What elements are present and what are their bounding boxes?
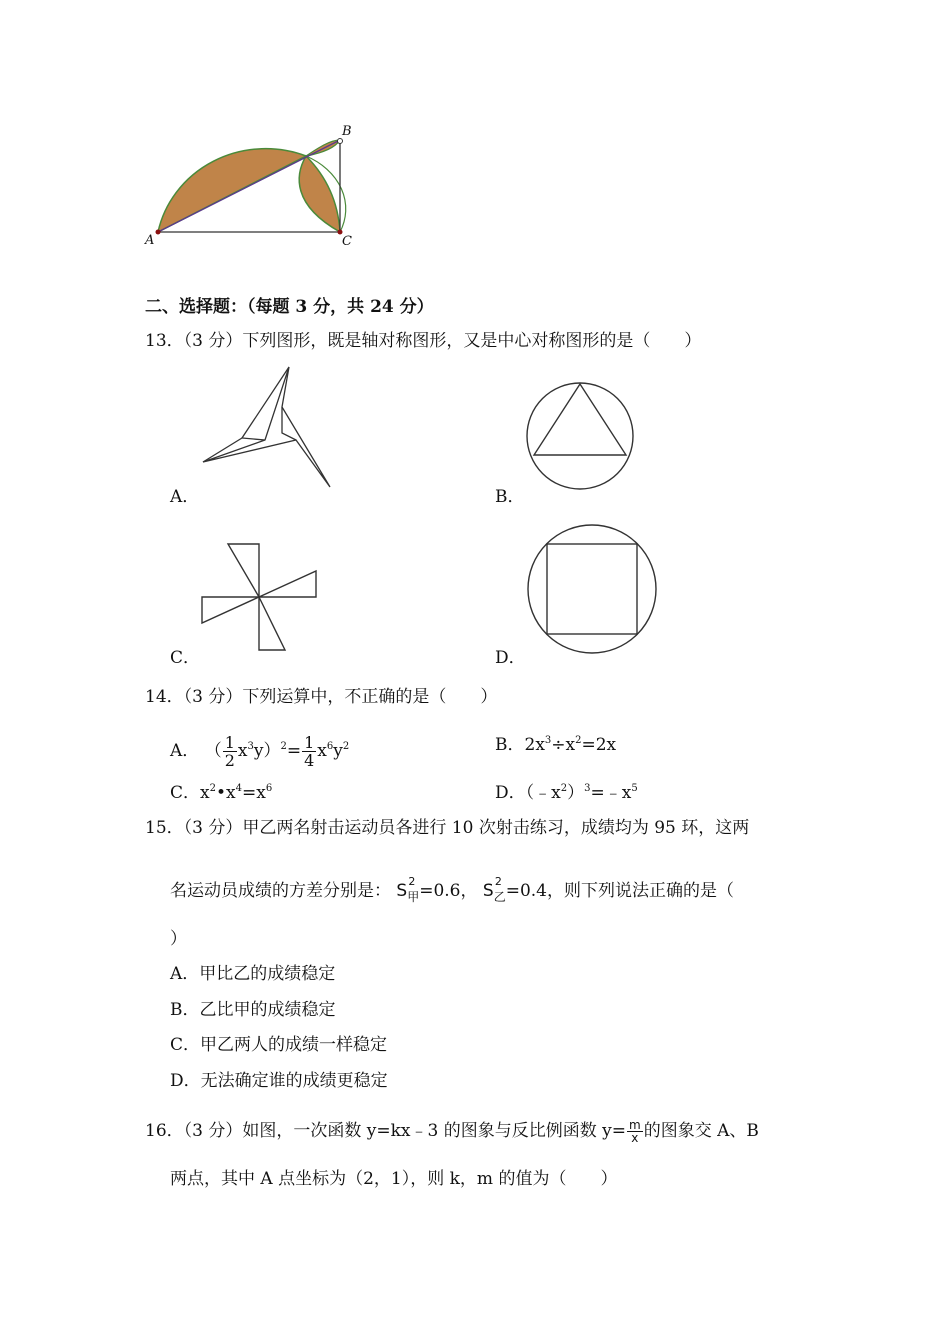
q14-option-d[interactable]: D．$(﹣x^2)^3=﹣x^5$ — [495, 783, 638, 803]
q14-text: 下列运算中，不正确的是（ ） — [242, 687, 498, 707]
q13-option-c[interactable]: C． — [170, 648, 201, 668]
q15-number: 15． — [145, 818, 184, 838]
q14-number: 14． — [145, 687, 184, 707]
variance-yi: S 2 $_乙$ — [482, 875, 506, 904]
q13-option-d[interactable]: D． — [495, 648, 526, 668]
section-heading: 二、选择题：（每题 3 分，共 24 分） — [145, 297, 434, 317]
q14-option-b[interactable]: B．$2x^3\div x^2=2x$ — [495, 735, 617, 755]
q15-line1: 15．（3 分）甲乙两名射击运动员各进行 10 次射击练习，成绩均为 95 环，这两 — [145, 818, 750, 838]
q15-option-a[interactable]: A．甲比乙的成绩稳定 — [170, 964, 336, 984]
q15-score: （3 分） — [183, 818, 243, 838]
variance-jia: S 2 $_甲$ — [396, 875, 420, 904]
q15-option-c[interactable]: C．甲乙两人的成绩一样稳定 — [170, 1035, 388, 1055]
q14-option-a[interactable]: A． （ $\frac{1}{2}$ $x^3y)^2=$ $\frac{1}{4}$ $x^6y^2$ — [170, 733, 350, 770]
label-a: A — [145, 233, 155, 248]
q14-option-c[interactable]: C．$x^2•x^4=x^6$ — [170, 783, 273, 803]
q15-option-d[interactable]: D．无法确定谁的成绩更稳定 — [170, 1071, 388, 1091]
q15-line2: 名运动员成绩的方差分别是： S 2 $_甲$=0.6， S 2 $_乙$=0.4，则下列说法正确的是（ — [170, 875, 734, 904]
q13-option-b[interactable]: B． — [495, 487, 525, 507]
q16-line2: 两点，其中 A 点坐标为（2，1），则 k，m 的值为（ ） — [170, 1169, 618, 1189]
q14-stem — [145, 686, 497, 708]
q15-line3: ） — [170, 929, 187, 949]
q13-number: 13． — [145, 331, 184, 351]
q14-score: （3 分） — [183, 687, 243, 707]
q16-score: （3 分） — [183, 1121, 243, 1141]
label-b: B — [342, 124, 352, 139]
q13-text: 下列图形，既是轴对称图形，又是中心对称图形的是（ ） — [242, 331, 702, 351]
q16-number: 16． — [145, 1121, 184, 1141]
q13-score: （3 分） — [183, 331, 243, 351]
q13-option-a[interactable]: A． — [170, 487, 200, 507]
q16-line1: 16．（3 分）如图，一次函数 y=kx﹣3 的图象与反比例函数 y= $\frac{m}{x}$ 的图象交 A、B — [145, 1118, 759, 1145]
q15-option-b[interactable]: B．乙比甲的成绩稳定 — [170, 1000, 336, 1020]
label-c: C — [342, 234, 352, 249]
